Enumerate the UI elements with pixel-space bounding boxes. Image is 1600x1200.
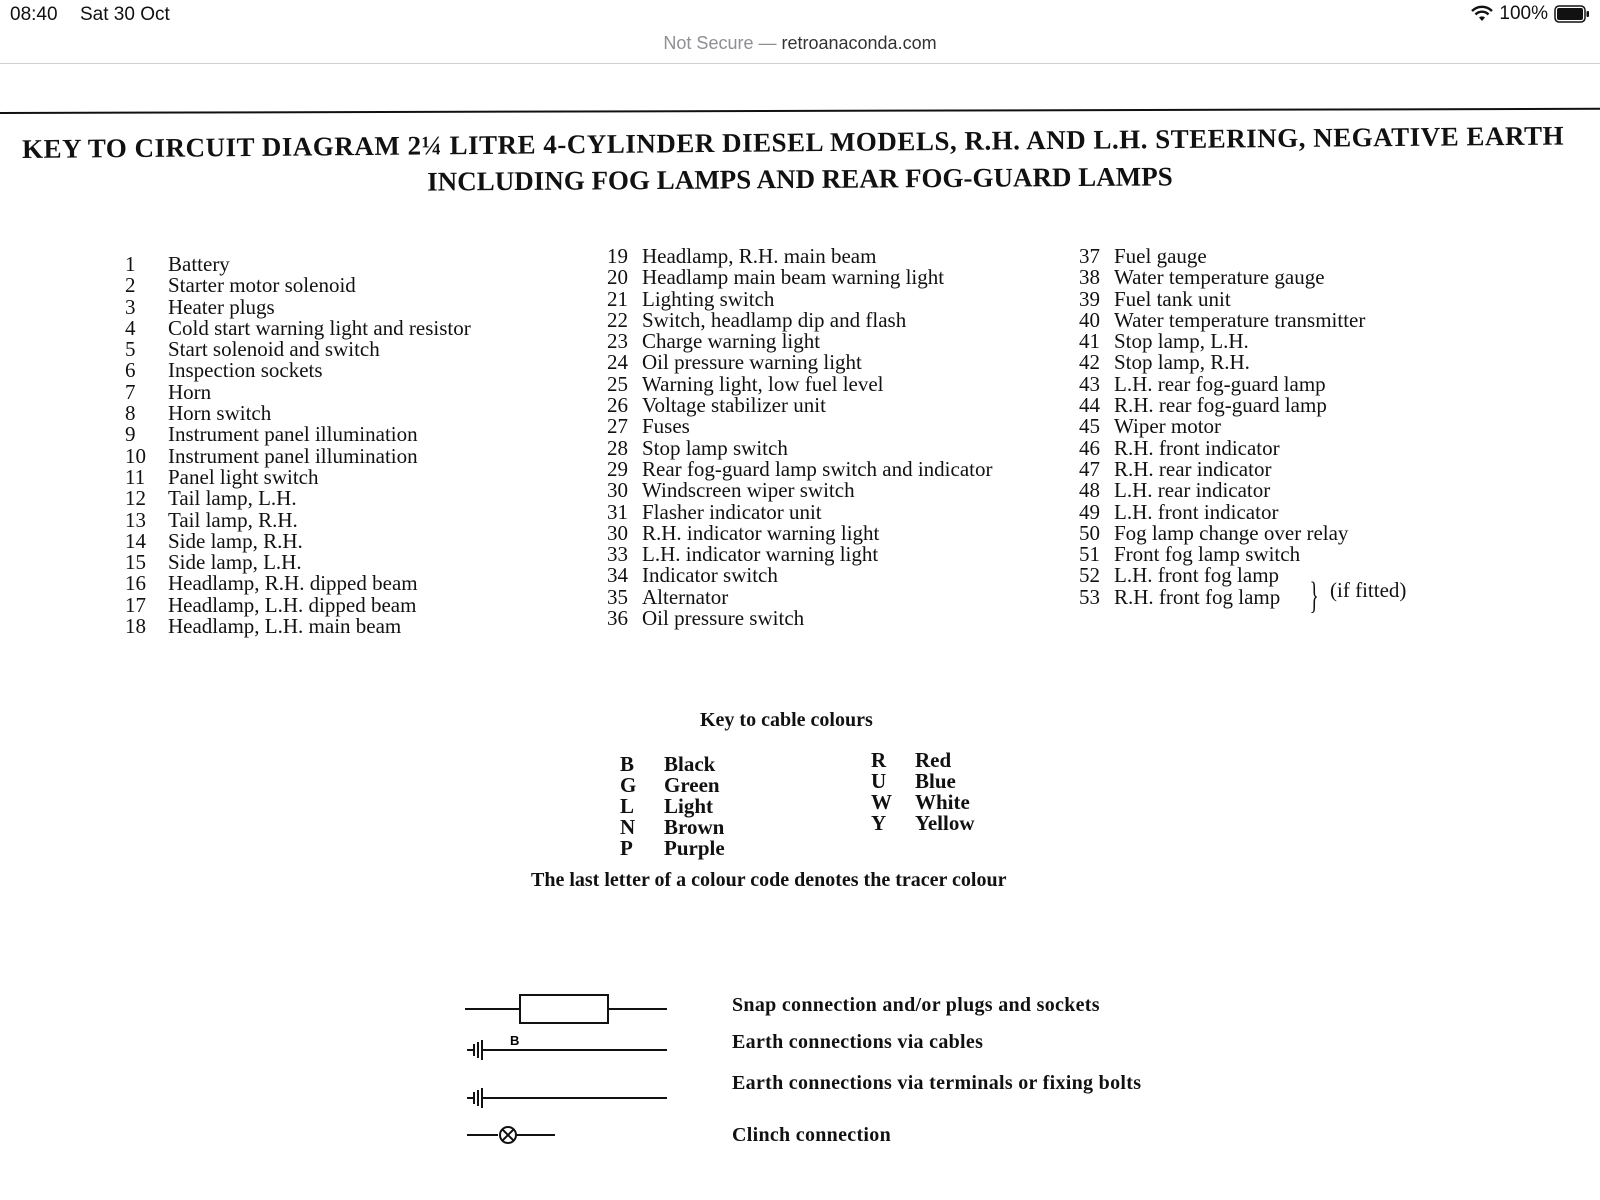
cable-colour-item bbox=[871, 792, 975, 813]
key-item-number: 42 bbox=[1079, 350, 1100, 375]
cable-colour-code: R bbox=[871, 748, 887, 772]
key-column-3 bbox=[1072, 246, 1365, 608]
cable-colour-item bbox=[871, 750, 975, 771]
cable-colour-item bbox=[871, 813, 975, 834]
status-time: 08:40 bbox=[10, 4, 58, 25]
key-item bbox=[1072, 544, 1365, 565]
key-item-number: 28 bbox=[607, 435, 628, 460]
key-item bbox=[1072, 499, 1365, 524]
key-item-label: Inspection sockets bbox=[168, 358, 323, 383]
key-item-label: Headlamp, L.H. dipped beam bbox=[168, 592, 417, 617]
key-item bbox=[1072, 307, 1366, 332]
key-item-label: Indicator switch bbox=[642, 563, 778, 588]
key-item bbox=[125, 254, 471, 275]
key-item bbox=[125, 443, 471, 468]
key-item bbox=[1072, 286, 1365, 311]
cable-colour-name: Light bbox=[664, 794, 714, 818]
key-item-number: 23 bbox=[607, 329, 628, 354]
key-item-number: 16 bbox=[125, 571, 146, 596]
cable-colour-item bbox=[620, 754, 725, 775]
key-item-number: 36 bbox=[607, 606, 628, 631]
status-bar bbox=[0, 0, 1600, 30]
key-item bbox=[1072, 565, 1365, 586]
key-item-label: L.H. front fog lamp bbox=[1114, 563, 1280, 588]
key-item-number: 39 bbox=[1079, 286, 1100, 311]
key-item bbox=[598, 246, 992, 267]
key-item bbox=[1072, 584, 1365, 609]
cable-colour-code: N bbox=[620, 815, 636, 839]
cable-note: The last letter of a colour code denotes the tracer colour bbox=[531, 869, 1007, 891]
cable-colour-code: W bbox=[871, 790, 892, 814]
key-item-label: Starter motor solenoid bbox=[168, 273, 356, 298]
key-item-number: 10 bbox=[125, 443, 146, 468]
key-item bbox=[598, 499, 992, 524]
key-item-number: 37 bbox=[1079, 244, 1100, 268]
key-item bbox=[125, 552, 471, 573]
key-item-number: 33 bbox=[607, 542, 628, 567]
key-item bbox=[1072, 480, 1365, 501]
key-item bbox=[598, 480, 992, 501]
key-item-label: R.H. rear fog-guard lamp bbox=[1114, 393, 1327, 418]
key-item-label: Oil pressure switch bbox=[642, 606, 805, 631]
key-item bbox=[125, 379, 471, 404]
key-item-label: Fog lamp change over relay bbox=[1114, 520, 1349, 545]
key-item-label: Water temperature gauge bbox=[1114, 265, 1325, 290]
key-item-label: Oil pressure warning light bbox=[642, 350, 862, 375]
cable-colour-item bbox=[620, 817, 725, 838]
key-item-number: 20 bbox=[607, 265, 628, 290]
key-item-label: Instrument panel illumination bbox=[168, 422, 418, 447]
key-item-number: 30 bbox=[607, 478, 628, 503]
key-item bbox=[598, 331, 992, 352]
key-item-label: Fuses bbox=[642, 414, 690, 439]
key-item-label: Start solenoid and switch bbox=[168, 337, 380, 362]
key-item-number: 1 bbox=[125, 252, 136, 276]
key-item-label: Windscreen wiper switch bbox=[642, 478, 855, 503]
key-item bbox=[598, 416, 992, 437]
cable-colour-name: Black bbox=[664, 752, 716, 776]
key-item-number: 13 bbox=[125, 507, 146, 532]
key-item-number: 49 bbox=[1079, 499, 1100, 524]
key-item bbox=[598, 395, 992, 416]
key-item-number: 8 bbox=[125, 401, 136, 426]
key-item-number: 3 bbox=[125, 294, 136, 319]
key-item-label: Tail lamp, R.H. bbox=[168, 507, 298, 532]
key-item bbox=[1072, 371, 1365, 396]
key-item-label: L.H. indicator warning light bbox=[642, 542, 879, 567]
cable-key-title: Key to cable colours bbox=[700, 709, 873, 731]
key-item bbox=[125, 403, 471, 424]
key-item bbox=[125, 616, 471, 637]
key-item bbox=[598, 307, 992, 332]
key-item-number: 44 bbox=[1079, 393, 1100, 418]
legend-earth-cables-label: Earth connections via cables bbox=[732, 1031, 984, 1053]
key-item-label: Flasher indicator unit bbox=[642, 499, 822, 524]
key-item-number: 29 bbox=[607, 456, 628, 481]
key-item-label: Warning light, low fuel level bbox=[642, 371, 884, 396]
key-item-label: L.H. front indicator bbox=[1114, 499, 1279, 524]
earth-terminal-symbol bbox=[465, 1080, 675, 1114]
key-item bbox=[125, 360, 471, 381]
key-item bbox=[598, 584, 992, 609]
key-item bbox=[598, 456, 993, 481]
key-item-number: 22 bbox=[607, 307, 628, 332]
key-item bbox=[125, 592, 471, 617]
cable-colour-item bbox=[620, 796, 725, 817]
cable-colour-name: Red bbox=[915, 748, 952, 772]
document-page bbox=[0, 64, 1600, 1200]
key-item-number: 24 bbox=[607, 350, 628, 375]
key-item bbox=[125, 315, 471, 340]
key-item-number: 41 bbox=[1079, 329, 1100, 354]
key-item-number: 38 bbox=[1079, 265, 1100, 290]
key-item bbox=[1072, 331, 1365, 352]
key-item-label: Horn bbox=[168, 379, 212, 404]
key-item bbox=[125, 488, 471, 509]
cable-colour-item bbox=[620, 775, 725, 796]
key-item-label: Alternator bbox=[642, 584, 729, 609]
cable-colour-item bbox=[871, 771, 975, 792]
key-item-label: L.H. rear fog-guard lamp bbox=[1114, 371, 1326, 396]
key-item-number: 17 bbox=[125, 592, 146, 617]
key-item-label: Switch, headlamp dip and flash bbox=[642, 307, 907, 332]
key-item bbox=[598, 608, 992, 629]
cable-colour-code: Y bbox=[871, 811, 887, 835]
key-item bbox=[1072, 456, 1365, 481]
key-item-label: R.H. front fog lamp bbox=[1114, 584, 1281, 609]
key-item-number: 18 bbox=[125, 614, 146, 639]
address-bar[interactable] bbox=[0, 30, 1600, 64]
key-item-number: 9 bbox=[125, 422, 136, 447]
key-item-number: 31 bbox=[607, 499, 628, 524]
battery-icon bbox=[1554, 5, 1590, 23]
key-item-number: 30 bbox=[607, 520, 628, 545]
key-item-number: 4 bbox=[125, 315, 136, 340]
key-item-number: 43 bbox=[1079, 371, 1100, 396]
key-item-number: 34 bbox=[607, 563, 628, 588]
cable-colour-name: White bbox=[915, 790, 970, 814]
url-text: retroanaconda.com bbox=[781, 33, 937, 53]
key-item-label: Front fog lamp switch bbox=[1114, 542, 1301, 567]
cable-colour-code: B bbox=[620, 752, 635, 776]
key-item-label: Heater plugs bbox=[168, 294, 275, 319]
brace-symbol: } bbox=[1309, 575, 1319, 617]
snap-connection-symbol bbox=[465, 989, 675, 1029]
page-subtitle: INCLUDING FOG LAMPS AND REAR FOG-GUARD LAMPS bbox=[427, 161, 1173, 197]
key-item-number: 46 bbox=[1079, 435, 1100, 460]
battery-percent: 100% bbox=[1499, 3, 1548, 24]
legend-clinch-label: Clinch connection bbox=[732, 1124, 891, 1146]
cable-colours-right bbox=[871, 750, 975, 834]
cable-colour-name: Purple bbox=[664, 836, 725, 860]
key-item-number: 19 bbox=[607, 244, 628, 268]
key-item-number: 52 bbox=[1079, 563, 1100, 588]
key-item bbox=[598, 544, 992, 565]
key-item-label: Stop lamp, L.H. bbox=[1114, 329, 1249, 354]
key-item bbox=[598, 352, 992, 373]
cable-colour-name: Green bbox=[664, 773, 720, 797]
key-item bbox=[125, 528, 471, 553]
legend-earth-terminals-label: Earth connections via terminals or fixing bolts bbox=[732, 1072, 1142, 1094]
key-item bbox=[598, 520, 992, 545]
key-item-label: Tail lamp, L.H. bbox=[168, 486, 297, 511]
key-item-label: Water temperature transmitter bbox=[1114, 307, 1366, 332]
key-item-label: R.H. front indicator bbox=[1114, 435, 1280, 460]
key-item bbox=[598, 286, 992, 311]
key-item-number: 5 bbox=[125, 337, 136, 362]
key-item bbox=[1072, 520, 1365, 545]
key-item-number: 12 bbox=[125, 486, 146, 511]
key-item-label: Voltage stabilizer unit bbox=[642, 393, 826, 418]
key-item bbox=[598, 267, 992, 288]
key-item bbox=[125, 424, 471, 445]
key-item bbox=[598, 435, 992, 460]
key-item-number: 40 bbox=[1079, 307, 1100, 332]
key-item bbox=[1072, 267, 1365, 288]
wifi-icon bbox=[1471, 5, 1493, 23]
key-item bbox=[125, 275, 471, 296]
earth-cable-marker: B bbox=[510, 1033, 520, 1048]
legend-snap-label: Snap connection and/or plugs and sockets bbox=[732, 994, 1100, 1016]
key-item bbox=[125, 507, 471, 532]
key-item-label: L.H. rear indicator bbox=[1114, 478, 1271, 503]
key-item-number: 7 bbox=[125, 379, 136, 404]
key-item-label: Battery bbox=[168, 252, 230, 276]
key-item-number: 15 bbox=[125, 550, 146, 575]
key-item-number: 11 bbox=[125, 464, 146, 489]
cable-colour-code: L bbox=[620, 794, 635, 818]
status-date: Sat 30 Oct bbox=[80, 4, 170, 25]
cable-colour-name: Blue bbox=[915, 769, 956, 793]
cable-colour-code: P bbox=[620, 836, 633, 860]
key-item bbox=[1072, 246, 1365, 267]
key-item-number: 2 bbox=[125, 273, 136, 298]
key-item bbox=[125, 573, 471, 594]
key-item-label: Cold start warning light and resistor bbox=[168, 315, 471, 340]
key-item bbox=[1072, 352, 1365, 373]
key-item-number: 26 bbox=[607, 393, 628, 418]
key-item-label: Headlamp, R.H. main beam bbox=[642, 244, 877, 268]
earth-cable-symbol bbox=[465, 1030, 675, 1064]
cable-colour-code: U bbox=[871, 769, 887, 793]
key-item-label: Headlamp main beam warning light bbox=[642, 265, 945, 290]
key-item-number: 45 bbox=[1079, 414, 1100, 439]
key-column-1 bbox=[125, 254, 471, 637]
top-rule bbox=[0, 108, 1600, 114]
key-item-label: Side lamp, R.H. bbox=[168, 528, 303, 553]
key-item bbox=[1072, 395, 1365, 416]
key-item-label: R.H. rear indicator bbox=[1114, 456, 1272, 481]
key-item-label: Horn switch bbox=[168, 401, 272, 426]
address-separator: — bbox=[753, 33, 782, 53]
page-title: KEY TO CIRCUIT DIAGRAM 2¼ LITRE 4-CYLINDER DIESEL MODELS, R.H. AND L.H. STEERING, NEGATIVE EARTH bbox=[21, 120, 1565, 164]
key-item-label: R.H. indicator warning light bbox=[642, 520, 880, 545]
key-item-label: Instrument panel illumination bbox=[168, 443, 418, 468]
key-item bbox=[598, 371, 992, 396]
key-item-label: Panel light switch bbox=[168, 464, 319, 489]
security-label: Not Secure bbox=[663, 33, 754, 53]
key-item-label: Wiper motor bbox=[1114, 414, 1222, 439]
key-item-label: Lighting switch bbox=[642, 286, 775, 311]
key-item-number: 48 bbox=[1079, 478, 1100, 503]
key-item-number: 50 bbox=[1079, 520, 1100, 545]
key-item bbox=[1072, 416, 1365, 437]
key-item-number: 21 bbox=[607, 286, 628, 311]
key-item bbox=[125, 294, 471, 319]
key-item-label: Stop lamp, R.H. bbox=[1114, 350, 1250, 375]
key-item-number: 35 bbox=[607, 584, 628, 609]
key-item-label: Side lamp, L.H. bbox=[168, 550, 302, 575]
cable-colour-name: Yellow bbox=[915, 811, 975, 835]
key-item-number: 27 bbox=[607, 414, 628, 439]
key-item bbox=[125, 464, 471, 489]
clinch-connection-symbol bbox=[465, 1120, 565, 1150]
key-item bbox=[1072, 435, 1365, 460]
key-item-number: 25 bbox=[607, 371, 628, 396]
key-item-number: 14 bbox=[125, 528, 146, 553]
key-item-label: Fuel gauge bbox=[1114, 244, 1207, 268]
key-item-number: 51 bbox=[1079, 542, 1100, 567]
key-item-number: 47 bbox=[1079, 456, 1100, 481]
key-item-label: Stop lamp switch bbox=[642, 435, 788, 460]
cable-colours-left bbox=[620, 754, 725, 859]
key-item-label: Charge warning light bbox=[642, 329, 821, 354]
key-item-label: Rear fog-guard lamp switch and indicator bbox=[642, 456, 993, 481]
if-fitted-note: (if fitted) bbox=[1330, 578, 1407, 602]
key-column-2 bbox=[598, 246, 992, 629]
cable-colour-code: G bbox=[620, 773, 637, 797]
cable-colour-name: Brown bbox=[664, 815, 725, 839]
key-item-label: Headlamp, L.H. main beam bbox=[168, 614, 402, 639]
status-right bbox=[1471, 3, 1590, 25]
key-item-number: 53 bbox=[1079, 584, 1100, 609]
key-item bbox=[598, 565, 992, 586]
key-item bbox=[125, 339, 471, 360]
key-item-number: 6 bbox=[125, 358, 136, 383]
key-item-label: Fuel tank unit bbox=[1114, 286, 1231, 311]
key-item-label: Headlamp, R.H. dipped beam bbox=[168, 571, 418, 596]
cable-colour-item bbox=[620, 838, 725, 859]
